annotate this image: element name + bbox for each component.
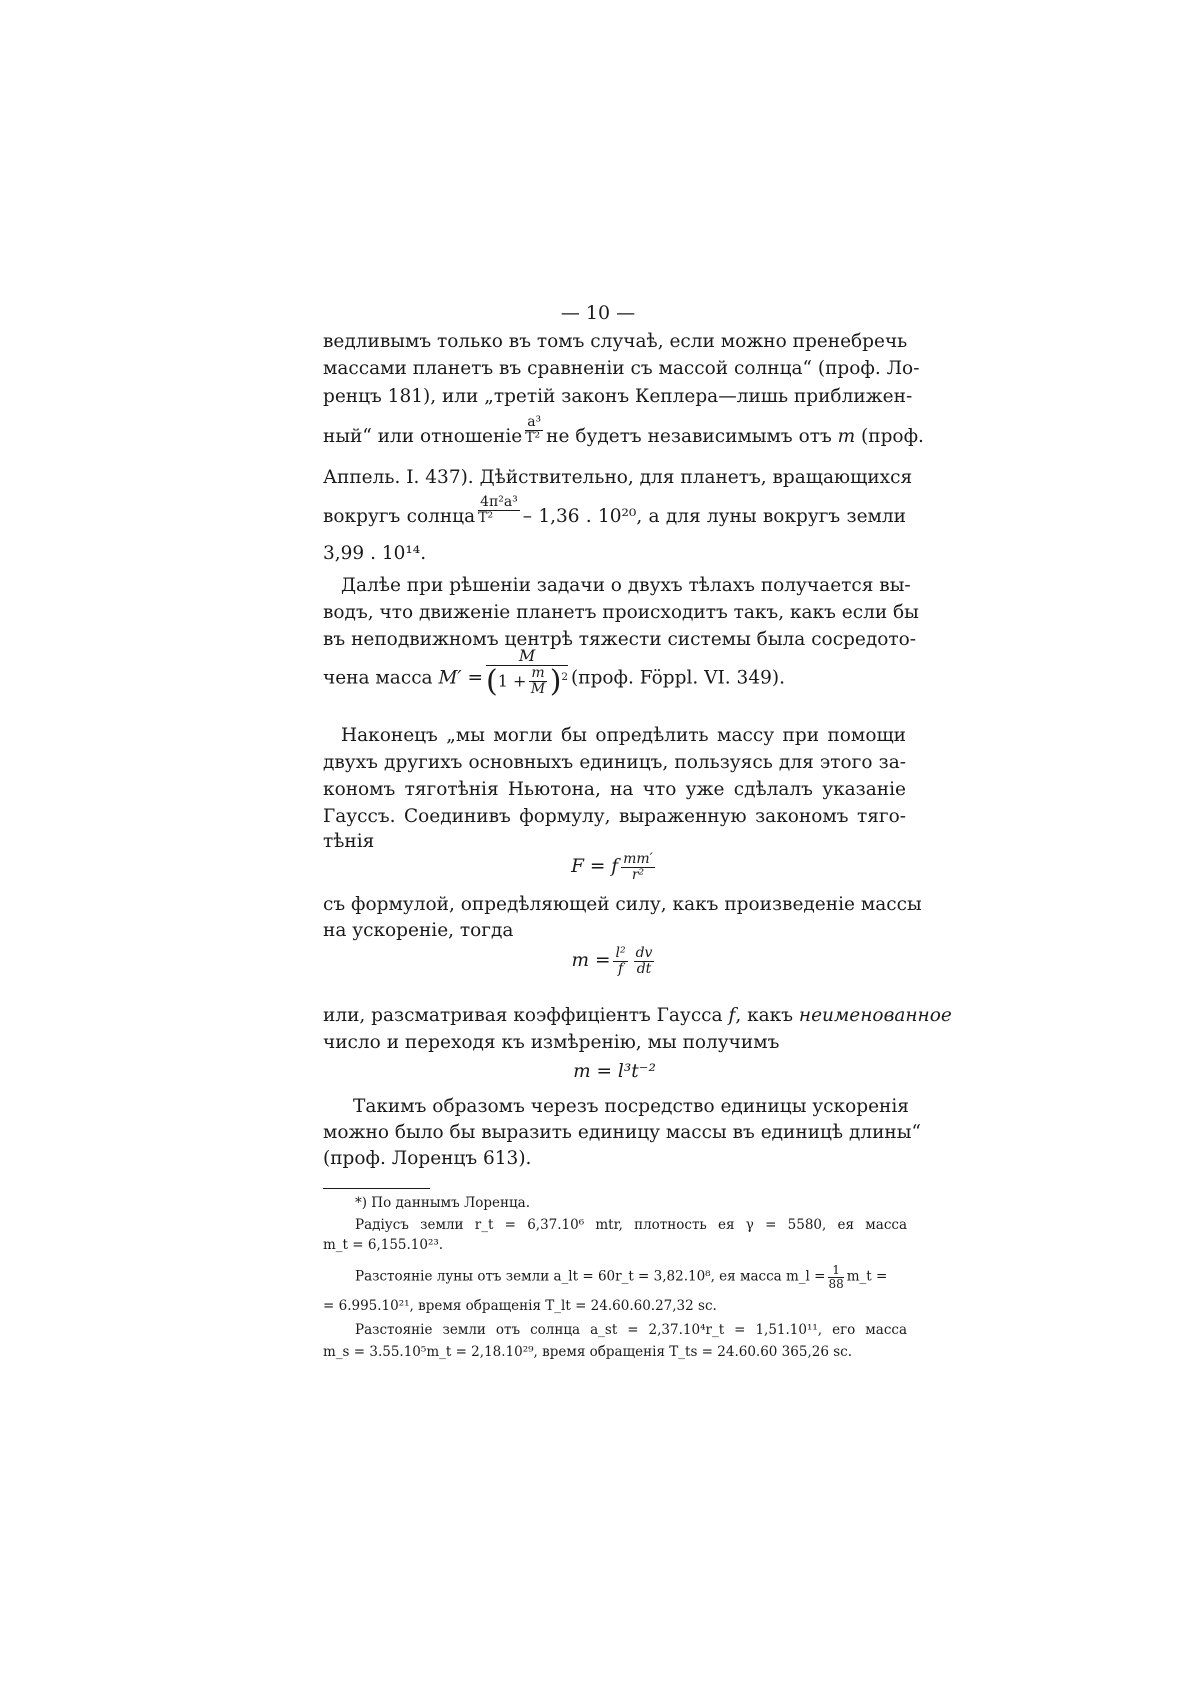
text-segment: (проф. Föppl. VI. 349). — [571, 667, 785, 689]
text-segment: или, разсматривая коэффиціентъ Гаусса — [323, 1005, 723, 1026]
text-line: на ускореніе, тогда — [323, 920, 514, 941]
fraction-numerator: 4π²a³ — [480, 493, 518, 510]
fraction-denominator: (1 + $\frac{m}{M}$ )$^2$ — [486, 663, 569, 699]
gravity-fraction: $\frac{mm'}{\text{r²}}$ — [623, 851, 653, 883]
text-segment: не будетъ независимымъ отъ — [546, 426, 832, 447]
text-line: Гауссъ. Соединивъ формулу, выраженную закономъ тяго- — [323, 806, 906, 827]
page-number: — 10 — — [560, 302, 636, 324]
footnote-line: Радіусъ земли r_t = 6,37.10⁶ mtr, плотность ея γ = 5580, ея масса — [355, 1217, 907, 1233]
fraction-dv-over-dt: $\frac{dv}{dt}$ — [635, 945, 653, 977]
footnote-line: m_s = 3.55.10⁵m_t = 2,18.10²⁹, время обращенія T_ts = 24.60.60 365,26 sc. — [323, 1344, 852, 1360]
text-segment: – 1,36 . 10²⁰, а для луны вокругъ земли — [522, 506, 906, 527]
mass-fraction — [486, 648, 568, 697]
footnote-line: m_t = 6,155.10²³. — [323, 1237, 444, 1253]
text-line: кономъ тяготѣнія Ньютона, на что уже сдѣлалъ указаніе — [323, 779, 906, 800]
kepler-fraction — [478, 495, 520, 525]
text-line: можно было бы выразить единицу массы въ единицѣ длины“ — [323, 1122, 921, 1143]
footnote-line-moon: Разстояніе луны отъ земли a_lt = 60r_t = 3,82.10⁸, ея масса m_l = $\frac{1}{88}$ m_t = — [355, 1263, 888, 1291]
text-line: Аппель. I. 437). Дѣйствительно, для планетъ, вращающихся — [323, 467, 913, 488]
ratio-fraction — [525, 415, 543, 445]
text-line: двухъ другихъ основныхъ единицъ, пользуясь для этого за- — [323, 752, 906, 773]
text-line: (проф. Лоренцъ 613). — [323, 1148, 532, 1169]
text-line-kepler — [323, 493, 906, 527]
text-line: водъ, что движеніе планетъ происходитъ такъ, какъ если бы — [323, 602, 919, 623]
footnote-line: *) По даннымъ Лоренца. — [355, 1195, 531, 1211]
inner-fraction: $\frac{m}{M}$ — [530, 665, 546, 698]
fraction-l-over-f: $\frac{\text{l²}}{f}$ — [615, 945, 626, 977]
formula-mass-dimension: m = l³t⁻² — [573, 1061, 656, 1082]
fraction-numerator: a³ — [527, 413, 542, 430]
text-line-gauss — [323, 1005, 952, 1026]
text-line: Такимъ образомъ черезъ посредство единицы ускоренія — [353, 1096, 909, 1117]
text-line: въ неподвижномъ центрѣ тяжести системы была сосредото- — [323, 629, 917, 650]
text-segment: чена масса — [323, 667, 433, 689]
text-line: ренцъ 181), или „третій законъ Кеплера—лишь приближен- — [323, 386, 913, 407]
formula-lhs: M′ = — [438, 667, 484, 689]
text-segment: (проф. — [861, 426, 924, 447]
fraction-denominator: T² — [478, 509, 494, 526]
text-line: Далѣе при рѣшеніи задачи о двухъ тѣлахъ получается вы- — [341, 575, 911, 596]
fraction-numerator: M — [486, 648, 568, 666]
text-segment: ный“ или отношеніе — [323, 426, 523, 447]
text-line-mass — [323, 646, 906, 699]
footnote-line: Разстояніе земли отъ солнца a_st = 2,37.10⁴r_t = 1,51.10¹¹, его масса — [355, 1322, 907, 1338]
formula-mass-definition — [323, 946, 906, 976]
text-line: ведливымъ только въ томъ случаѣ, если можно пренебречь — [323, 331, 908, 352]
text-segment: вокругъ солнца — [323, 506, 476, 527]
text-line: 3,99 . 10¹⁴. — [323, 543, 427, 564]
footnote-fraction: $\frac{1}{88}$ — [828, 1263, 844, 1291]
fraction-denominator: T² — [525, 429, 541, 446]
formula-lhs: F = f — [571, 856, 619, 878]
math-symbol: m — [837, 426, 856, 447]
text-segment: , какъ — [735, 1005, 794, 1026]
footnote-separator — [323, 1188, 430, 1189]
formula-lhs: m = — [571, 950, 611, 972]
math-symbol: f — [728, 1005, 736, 1026]
text-line: съ формулой, опредѣляющей силу, какъ произведеніе массы — [323, 894, 922, 915]
italic-term: неименованное — [798, 1005, 952, 1026]
text-line: число и переходя къ измѣренію, мы получимъ — [323, 1032, 780, 1053]
text-line-ratio — [323, 413, 924, 447]
formula-gravity — [323, 852, 906, 882]
text-line: массами планетъ въ сравненіи съ массой солнца“ (проф. Ло- — [323, 358, 920, 379]
footnote-line: = 6.995.10²¹, время обращенія T_lt = 24.60.60.27,32 sc. — [323, 1298, 717, 1314]
text-line: Наконецъ „мы могли бы опредѣлить массу при помощи — [341, 725, 906, 746]
text-line: тѣнія — [323, 831, 375, 852]
